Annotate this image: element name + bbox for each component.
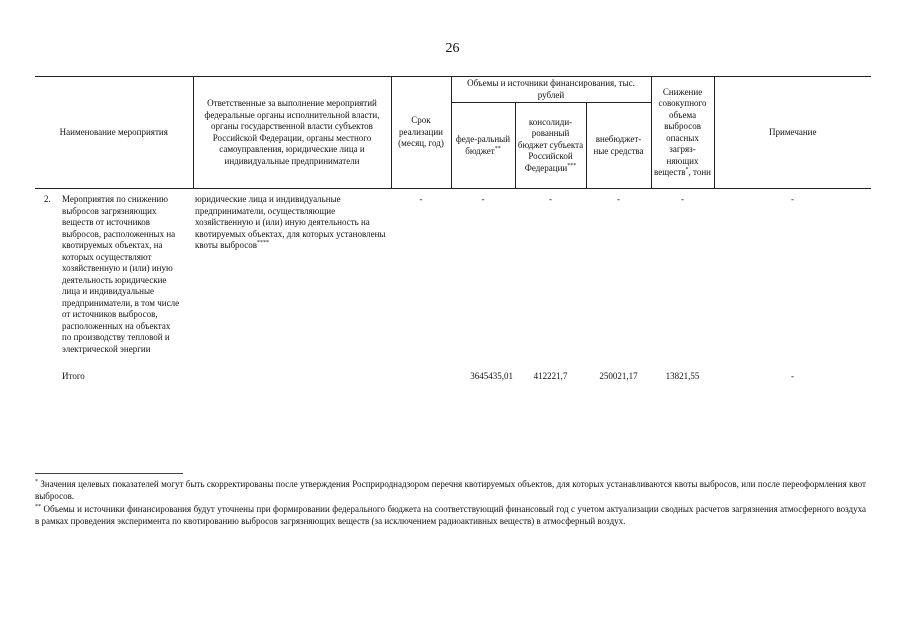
total-note: - <box>791 371 795 381</box>
header-responsible: Ответственные за выполнение мероприятий федеральные органы исполнительной власти, органы государственной власти субъектов Российской Федерации, органы местного самоуправления, юридические лица и индивидуальные предприниматели <box>193 77 391 189</box>
header-federal <box>451 103 515 189</box>
total-federal: 3645435,01 <box>470 371 513 381</box>
row-consolidated: - <box>549 194 552 204</box>
footnote-1-mark: * <box>35 479 38 485</box>
row-number: 2. <box>44 194 51 204</box>
header-reduction <box>651 77 714 189</box>
footnote-1-text: Значения целевых показателей могут быть скорректированы после утверждения Росприроднадзором перечня квотируемых объектов, для которых устанавливаются квоты выбросов, или после переоформления квот выбросов. <box>35 479 866 501</box>
total-row <box>35 371 871 383</box>
table-row <box>35 194 871 355</box>
footnote-divider <box>35 473 183 474</box>
row-reduction: - <box>681 194 685 204</box>
row-term: - <box>419 194 423 204</box>
total-reduction: 13821,55 <box>665 371 700 381</box>
header-note: Примечание <box>714 77 871 189</box>
total-label: Итого <box>62 371 85 381</box>
row-note: - <box>791 194 795 204</box>
total-extrabudget: 250021,17 <box>599 371 638 381</box>
header-reduction-label: Снижение совокупного объема выбросов опасных загряз-няющих веществ <box>654 86 707 177</box>
row-responsible-sup: **** <box>257 240 270 246</box>
header-federal-label: феде-ральный бюджет <box>455 134 511 156</box>
row-responsible-text: юридические лица и индивидуальные предприниматели, осуществляющие хозяйственную и (или) иную деятельность на квотируемых объектах, для которых установлены квоты выбросов <box>195 194 386 250</box>
header-consolidated <box>515 103 586 189</box>
header-extrabudget: внебюджет-ные средства <box>586 103 651 189</box>
row-name-cell <box>35 194 193 355</box>
header-reduction-unit: , тонн <box>688 167 711 177</box>
row-name: Мероприятия по снижению выбросов загрязняющих веществ от источников выбросов, расположенных на квотируемых объектах, на которых осуществляют хозяйственную и (или) иную деятельность юридические лица и индивидуальные предприниматели, в том числе от источников выбросов, расположенных на объектах по производству тепловой и электрической энергии <box>62 194 180 354</box>
row-responsible <box>193 194 391 355</box>
footnote-2-text: Объемы и источники финансирования будут уточнены при формировании федерального бюджета на соответствующий финансовый год с учетом актуализации сводных расчетов загрязнения атмосферного воздуха в рамках проведения эксперимента по квотированию выбросов загрязняющих веществ (за исключением радиоактивных веществ) в атмосферный воздух. <box>35 504 866 526</box>
footnote-2 <box>35 504 866 527</box>
footnote-1 <box>35 479 866 502</box>
footnotes <box>35 479 866 529</box>
header-consolidated-sup: *** <box>567 162 577 169</box>
total-consolidated: 412221,7 <box>533 371 568 381</box>
header-term: Срок реализации (месяц, год) <box>391 77 451 189</box>
header-consolidated-label: консолиди-рованный бюджет субъекта Российской Федерации <box>517 116 584 173</box>
footnote-2-mark: ** <box>35 504 41 510</box>
page-number: 26 <box>445 41 460 56</box>
header-name: Наименование мероприятия <box>35 77 193 189</box>
header-reduction-sup: * <box>685 167 689 173</box>
row-federal: - <box>481 194 485 204</box>
row-extrabudget: - <box>617 194 620 204</box>
measures-table <box>35 76 871 383</box>
header-federal-sup: ** <box>494 145 501 152</box>
header-financing-group: Объемы и источники финансирования, тыс. рублей <box>451 77 651 103</box>
